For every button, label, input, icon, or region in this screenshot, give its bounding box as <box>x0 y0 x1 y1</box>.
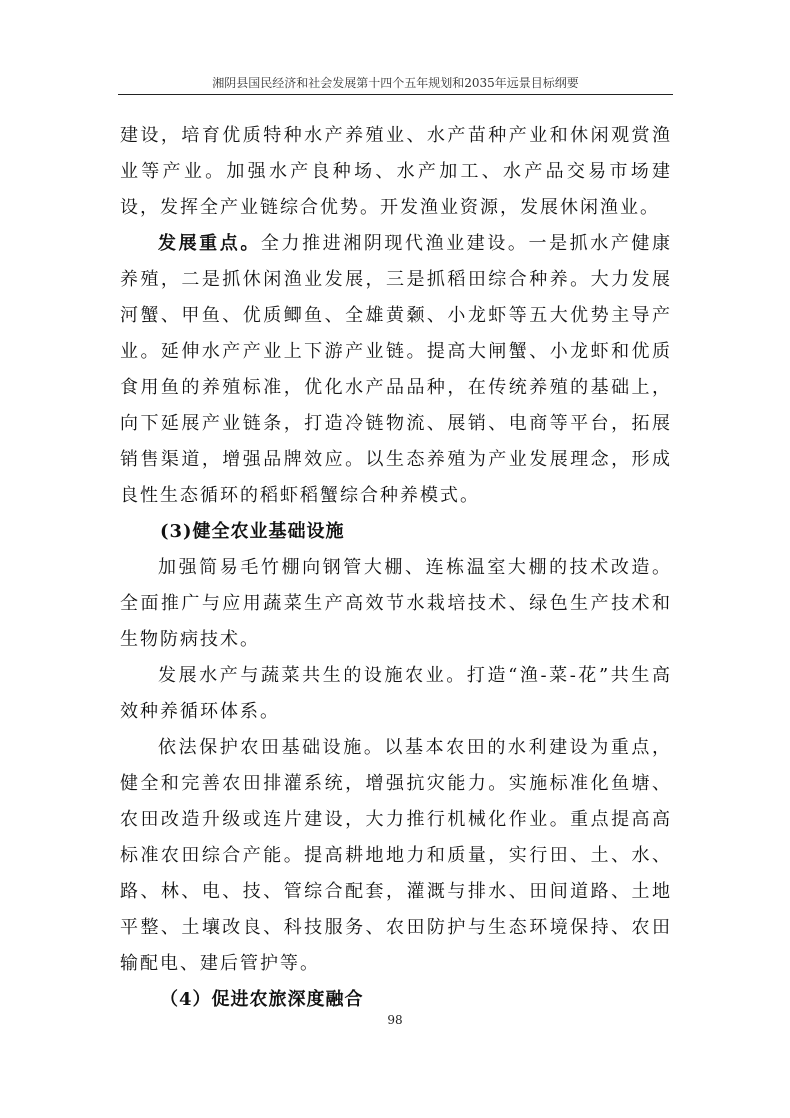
section-heading-4: （4）促进农旅深度融合 <box>160 989 364 1010</box>
document-body <box>120 118 672 1018</box>
section-heading-3: (3)健全农业基础设施 <box>160 521 345 542</box>
running-header: 湘阴县国民经济和社会发展第十四个五年规划和2035年远景目标纲要 <box>212 76 579 90</box>
paragraph-greenhouse: 加强简易毛竹棚向钢管大棚、连栋温室大棚的技术改造。全面推广与应用蔬菜生产高效节水栽培技术、绿色生产技术和生物防病技术。 <box>120 557 672 650</box>
paragraph-farmland-protection: 依法保护农田基础设施。以基本农田的水利建设为重点，健全和完善农田排灌系统，增强抗灾能力。实施标准化鱼塘、农田改造升级或连片建设，大力推行机械化作业。重点提高高标准农田综合产能。提高耕地地力和质量，实行田、土、水、路、林、电、技、管综合配套，灌溉与排水、田间道路、土地平整、土壤改良、科技服务、农田防护与生态环境保持、农田输配电、建后管护等。 <box>120 737 672 974</box>
paragraph-lead-label: 发展重点。 <box>158 233 261 254</box>
paragraph-development-focus <box>120 226 672 514</box>
paragraph-aquaponics: 发展水产与蔬菜共生的设施农业。打造“渔-菜-花”共生高效种养循环体系。 <box>120 665 672 722</box>
page-number: 98 <box>387 1013 403 1027</box>
paragraph-aquaculture-continuation: 建设，培育优质特种水产养殖业、水产苗种产业和休闲观赏渔业等产业。加强水产良种场、水产加工、水产品交易市场建设，发挥全产业链综合优势。开发渔业资源，发展休闲渔业。 <box>120 125 672 218</box>
header-divider <box>118 94 673 95</box>
paragraph-body: 全力推进湘阴现代渔业建设。一是抓水产健康养殖，二是抓休闲渔业发展，三是抓稻田综合种养。大力发展河蟹、甲鱼、优质鲫鱼、全雄黄颡、小龙虾等五大优势主导产业。延伸水产产业上下游产业链。提高大闸蟹、小龙虾和优质食用鱼的养殖标准，优化水产品品种，在传统养殖的基础上，向下延展产业链条，打造冷链物流、展销、电商等平台，拓展销售渠道，增强品牌效应。以生态养殖为产业发展理念，形成良性生态循环的稻虾稻蟹综合种养模式。 <box>120 233 673 506</box>
